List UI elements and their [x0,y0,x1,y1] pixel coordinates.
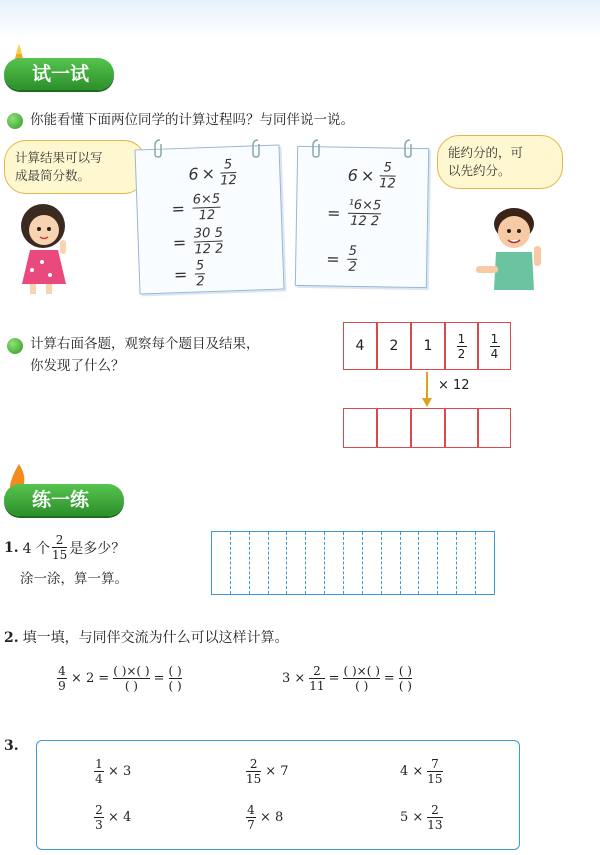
question-text: 计算右面各题，观察每个题目及结果， [30,336,260,352]
paper-clips [306,138,422,158]
grid-answer-cell[interactable] [377,408,411,448]
work-line: = $\frac{\text{¹6×5}}{12 2}$ [326,197,382,230]
exercise-3-item: $\frac{2}{3}$ × 4 [95,803,132,832]
boy-speech-bubble [437,135,563,189]
exercise-2-expr-2: 3 × $\frac{2}{11}$ = $\frac{( )\times( )}{( )}$ = $\frac{( )}{( )}$ [282,664,412,693]
strip-cell [401,532,420,594]
strip-cell [382,532,401,594]
number-grid-bottom [343,408,511,448]
grid-cell: $\frac{1}{4}$ [478,322,511,370]
exercise-1-line: 1. 4 个 $\frac{2}{15}$ 是多少？ [4,533,126,562]
exercise-3-item: 4 × $\frac{7}{15}$ [400,757,443,786]
bubble-line: 计算结果可以写 [15,150,103,165]
answer-blank[interactable]: $\frac{( )}{( )}$ [168,664,182,693]
down-arrow-icon [420,372,434,408]
strip-cell [250,532,269,594]
exercise-3-number: 3. [4,738,19,754]
strip-cell [325,532,344,594]
question-text: 你发现了什么？ [30,358,125,374]
section-title: 试一试 [4,58,114,90]
strip-cell [269,532,288,594]
grid-answer-cell[interactable] [411,408,445,448]
grid-answer-cell[interactable] [445,408,478,448]
exercise-2-expr-1: $\frac{4}{9}$ × 2 = $\frac{( )\times( )}{( )}$ = $\frac{( )}{( )}$ [58,664,182,693]
strip-cell [212,532,231,594]
work-line: = $\frac{5}{2}$ [173,258,205,290]
grid-answer-cell[interactable] [343,408,377,448]
work-line: = $\frac{30 5}{12 2}$ [172,225,224,258]
bubble-line: 以先约分。 [448,163,511,178]
number-grid-top [343,322,511,370]
strip-cell [419,532,438,594]
exercise-3-item: 5 × $\frac{2}{13}$ [400,803,443,832]
strip-cell [363,532,382,594]
strip-cell [344,532,363,594]
fraction-strip[interactable] [211,531,495,595]
section-title: 练一练 [4,484,124,516]
strip-cell [476,532,494,594]
work-line: = $\frac{6\times 5}{12}$ [171,191,221,224]
strip-cell [438,532,457,594]
boy-illustration [470,202,558,294]
bullet-icon [7,113,23,129]
student-work-left [135,145,285,295]
exercise-1-sub: 涂一涂，算一算。 [20,571,128,587]
grid-cell: 2 [377,322,411,370]
exercise-3-item: $\frac{4}{7}$ × 8 [247,803,284,832]
strip-cell [457,532,476,594]
strip-cell [287,532,306,594]
work-line: 6 × $\frac{5}{12}$ [347,160,396,192]
grid-answer-cell[interactable] [478,408,511,448]
strip-cell [231,532,250,594]
answer-blank[interactable]: $\frac{( )}{( )}$ [398,664,412,693]
exercise-3-item: $\frac{1}{4}$ × 3 [95,757,132,786]
grid-cell: 1 [411,322,445,370]
paper-clips [150,138,270,158]
multiply-label: × 12 [438,378,470,393]
girl-speech-bubble [4,140,146,194]
student-work-right [295,146,429,288]
bubble-line: 成最简分数。 [15,168,91,183]
work-line: = $\frac{5}{2}$ [326,243,358,275]
strip-cell [306,532,325,594]
exercise-3-item: $\frac{2}{15}$ × 7 [246,757,289,786]
answer-blank[interactable]: $\frac{( )\times( )}{( )}$ [343,664,380,693]
question-text: 你能看懂下面两位同学的计算过程吗？与同伴说一说。 [30,112,354,128]
work-line: 6 × $\frac{5}{12}$ [188,157,238,189]
bullet-icon [7,338,23,354]
girl-illustration [10,200,85,296]
exercise-2-line: 2. 填一填，与同伴交流为什么可以这样计算。 [4,630,289,646]
bubble-line: 能约分的，可 [448,145,524,160]
answer-blank[interactable]: $\frac{( )\times( )}{( )}$ [113,664,150,693]
grid-cell: $\frac{1}{2}$ [445,322,478,370]
grid-cell: 4 [343,322,377,370]
page-top-band [0,0,600,40]
